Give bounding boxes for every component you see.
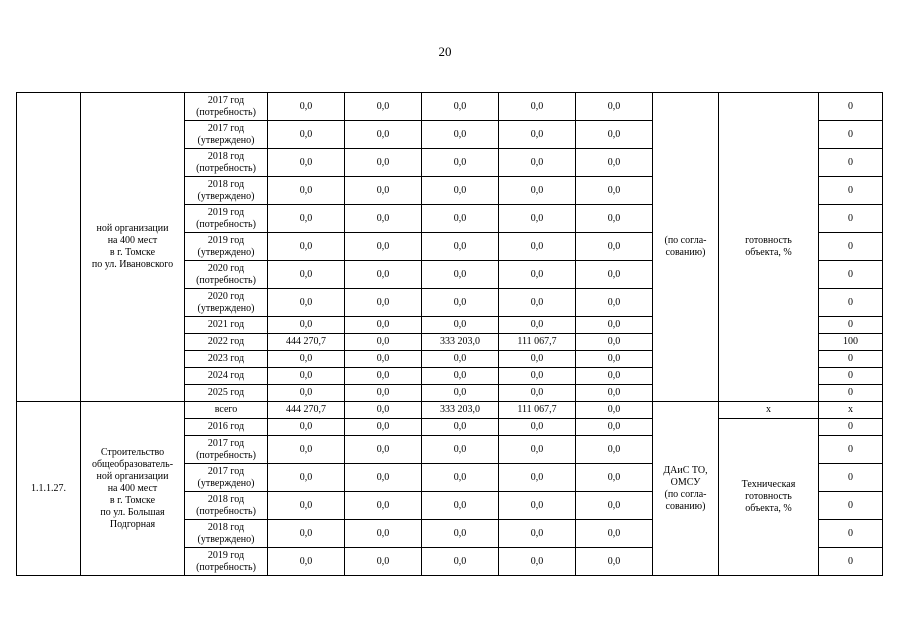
target-value-cell: x (819, 402, 883, 419)
extra-budget-cell: 0,0 (576, 205, 653, 233)
target-value-cell: 100 (819, 334, 883, 351)
federal-budget-cell: 0,0 (345, 233, 422, 261)
federal-budget-cell: 0,0 (345, 520, 422, 548)
target-value-cell: 0 (819, 177, 883, 205)
total-amount-cell: 0,0 (268, 289, 345, 317)
regional-budget-cell: 0,0 (422, 464, 499, 492)
regional-budget-cell: 0,0 (422, 233, 499, 261)
extra-budget-cell: 0,0 (576, 368, 653, 385)
federal-budget-cell: 0,0 (345, 121, 422, 149)
regional-budget-cell: 0,0 (422, 261, 499, 289)
year-cell: 2019 год (потребность) (185, 548, 268, 576)
total-amount-cell: 0,0 (268, 419, 345, 436)
program-table (16, 92, 883, 576)
year-cell: 2018 год (потребность) (185, 149, 268, 177)
local-budget-cell: 0,0 (499, 368, 576, 385)
year-cell: 2018 год (утверждено) (185, 177, 268, 205)
regional-budget-cell: 0,0 (422, 520, 499, 548)
federal-budget-cell: 0,0 (345, 289, 422, 317)
regional-budget-cell: 0,0 (422, 317, 499, 334)
year-cell: 2019 год (потребность) (185, 205, 268, 233)
table-row (17, 93, 883, 121)
regional-budget-cell: 0,0 (422, 289, 499, 317)
extra-budget-cell: 0,0 (576, 289, 653, 317)
federal-budget-cell: 0,0 (345, 492, 422, 520)
year-cell: 2022 год (185, 334, 268, 351)
total-amount-cell: 444 270,7 (268, 334, 345, 351)
year-cell: 2021 год (185, 317, 268, 334)
regional-budget-cell: 0,0 (422, 149, 499, 177)
extra-budget-cell: 0,0 (576, 419, 653, 436)
local-budget-cell: 111 067,7 (499, 334, 576, 351)
year-cell: всего (185, 402, 268, 419)
federal-budget-cell: 0,0 (345, 149, 422, 177)
year-cell: 2017 год (потребность) (185, 436, 268, 464)
year-cell: 2019 год (утверждено) (185, 233, 268, 261)
total-amount-cell: 444 270,7 (268, 402, 345, 419)
extra-budget-cell: 0,0 (576, 548, 653, 576)
extra-budget-cell: 0,0 (576, 492, 653, 520)
local-budget-cell: 0,0 (499, 121, 576, 149)
year-cell: 2017 год (потребность) (185, 93, 268, 121)
total-amount-cell: 0,0 (268, 317, 345, 334)
total-amount-cell: 0,0 (268, 149, 345, 177)
regional-budget-cell: 333 203,0 (422, 334, 499, 351)
local-budget-cell: 0,0 (499, 289, 576, 317)
target-value-cell: 0 (819, 368, 883, 385)
year-cell: 2020 год (потребность) (185, 261, 268, 289)
table-row (17, 402, 883, 419)
regional-budget-cell: 0,0 (422, 121, 499, 149)
federal-budget-cell: 0,0 (345, 177, 422, 205)
total-amount-cell: 0,0 (268, 121, 345, 149)
local-budget-cell: 0,0 (499, 261, 576, 289)
target-value-cell: 0 (819, 492, 883, 520)
target-value-cell: 0 (819, 385, 883, 402)
federal-budget-cell: 0,0 (345, 334, 422, 351)
total-amount-cell: 0,0 (268, 351, 345, 368)
total-amount-cell: 0,0 (268, 368, 345, 385)
target-value-cell: 0 (819, 93, 883, 121)
total-amount-cell: 0,0 (268, 233, 345, 261)
regional-budget-cell: 0,0 (422, 385, 499, 402)
target-value-cell: 0 (819, 149, 883, 177)
event-code-cell: 1.1.1.27. (17, 402, 81, 576)
local-budget-cell: 0,0 (499, 385, 576, 402)
federal-budget-cell: 0,0 (345, 368, 422, 385)
federal-budget-cell: 0,0 (345, 402, 422, 419)
local-budget-cell: 0,0 (499, 233, 576, 261)
indicator-cell: x (719, 402, 819, 419)
federal-budget-cell: 0,0 (345, 351, 422, 368)
local-budget-cell: 0,0 (499, 419, 576, 436)
federal-budget-cell: 0,0 (345, 317, 422, 334)
regional-budget-cell: 0,0 (422, 419, 499, 436)
extra-budget-cell: 0,0 (576, 351, 653, 368)
regional-budget-cell: 0,0 (422, 436, 499, 464)
executor-cell: ДАиС ТО, ОМСУ (по согла- сованию) (653, 402, 719, 576)
total-amount-cell: 0,0 (268, 520, 345, 548)
event-description-cell: Строительство общеобразователь- ной организации на 400 мест в г. Томске по ул. Большая Подгорная (81, 402, 185, 576)
extra-budget-cell: 0,0 (576, 317, 653, 334)
year-cell: 2023 год (185, 351, 268, 368)
federal-budget-cell: 0,0 (345, 419, 422, 436)
local-budget-cell: 111 067,7 (499, 402, 576, 419)
total-amount-cell: 0,0 (268, 93, 345, 121)
regional-budget-cell: 0,0 (422, 177, 499, 205)
target-value-cell: 0 (819, 205, 883, 233)
local-budget-cell: 0,0 (499, 464, 576, 492)
extra-budget-cell: 0,0 (576, 520, 653, 548)
federal-budget-cell: 0,0 (345, 548, 422, 576)
target-value-cell: 0 (819, 436, 883, 464)
extra-budget-cell: 0,0 (576, 121, 653, 149)
federal-budget-cell: 0,0 (345, 436, 422, 464)
target-value-cell: 0 (819, 233, 883, 261)
target-value-cell: 0 (819, 317, 883, 334)
local-budget-cell: 0,0 (499, 351, 576, 368)
local-budget-cell: 0,0 (499, 436, 576, 464)
executor-cell: (по согла- сованию) (653, 93, 719, 402)
local-budget-cell: 0,0 (499, 205, 576, 233)
local-budget-cell: 0,0 (499, 149, 576, 177)
year-cell: 2016 год (185, 419, 268, 436)
extra-budget-cell: 0,0 (576, 177, 653, 205)
extra-budget-cell: 0,0 (576, 334, 653, 351)
target-value-cell: 0 (819, 261, 883, 289)
event-code-cell (17, 93, 81, 402)
total-amount-cell: 0,0 (268, 205, 345, 233)
target-value-cell: 0 (819, 351, 883, 368)
total-amount-cell: 0,0 (268, 177, 345, 205)
regional-budget-cell: 333 203,0 (422, 402, 499, 419)
local-budget-cell: 0,0 (499, 317, 576, 334)
total-amount-cell: 0,0 (268, 492, 345, 520)
total-amount-cell: 0,0 (268, 464, 345, 492)
local-budget-cell: 0,0 (499, 492, 576, 520)
regional-budget-cell: 0,0 (422, 351, 499, 368)
total-amount-cell: 0,0 (268, 436, 345, 464)
target-value-cell: 0 (819, 548, 883, 576)
year-cell: 2018 год (потребность) (185, 492, 268, 520)
local-budget-cell: 0,0 (499, 520, 576, 548)
extra-budget-cell: 0,0 (576, 464, 653, 492)
target-value-cell: 0 (819, 121, 883, 149)
regional-budget-cell: 0,0 (422, 368, 499, 385)
regional-budget-cell: 0,0 (422, 492, 499, 520)
year-cell: 2017 год (утверждено) (185, 464, 268, 492)
indicator-cell: Техническая готовность объекта, % (719, 419, 819, 576)
year-cell: 2017 год (утверждено) (185, 121, 268, 149)
year-cell: 2025 год (185, 385, 268, 402)
federal-budget-cell: 0,0 (345, 261, 422, 289)
local-budget-cell: 0,0 (499, 548, 576, 576)
local-budget-cell: 0,0 (499, 177, 576, 205)
year-cell: 2020 год (утверждено) (185, 289, 268, 317)
regional-budget-cell: 0,0 (422, 548, 499, 576)
regional-budget-cell: 0,0 (422, 93, 499, 121)
regional-budget-cell: 0,0 (422, 205, 499, 233)
indicator-cell: готовность объекта, % (719, 93, 819, 402)
target-value-cell: 0 (819, 520, 883, 548)
target-value-cell: 0 (819, 419, 883, 436)
year-cell: 2018 год (утверждено) (185, 520, 268, 548)
year-cell: 2024 год (185, 368, 268, 385)
federal-budget-cell: 0,0 (345, 385, 422, 402)
extra-budget-cell: 0,0 (576, 93, 653, 121)
extra-budget-cell: 0,0 (576, 261, 653, 289)
extra-budget-cell: 0,0 (576, 233, 653, 261)
extra-budget-cell: 0,0 (576, 402, 653, 419)
target-value-cell: 0 (819, 464, 883, 492)
total-amount-cell: 0,0 (268, 385, 345, 402)
federal-budget-cell: 0,0 (345, 464, 422, 492)
federal-budget-cell: 0,0 (345, 93, 422, 121)
extra-budget-cell: 0,0 (576, 436, 653, 464)
extra-budget-cell: 0,0 (576, 149, 653, 177)
local-budget-cell: 0,0 (499, 93, 576, 121)
target-value-cell: 0 (819, 289, 883, 317)
federal-budget-cell: 0,0 (345, 205, 422, 233)
event-description-cell: ной организации на 400 мест в г. Томске по ул. Ивановского (81, 93, 185, 402)
page-number: 20 (438, 44, 452, 59)
extra-budget-cell: 0,0 (576, 385, 653, 402)
total-amount-cell: 0,0 (268, 261, 345, 289)
total-amount-cell: 0,0 (268, 548, 345, 576)
